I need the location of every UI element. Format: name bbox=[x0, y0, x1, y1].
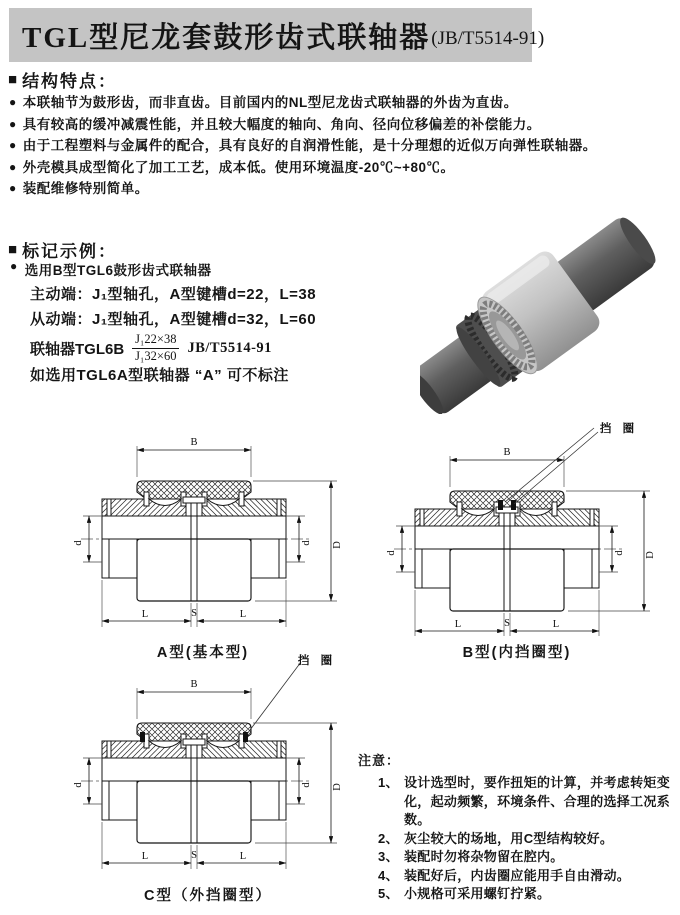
feature-item bbox=[9, 114, 675, 136]
dim-label-d: d bbox=[301, 782, 312, 788]
feature-text: 装配维修特别简单。 bbox=[22, 181, 149, 196]
inner-retaining-ring bbox=[511, 500, 516, 510]
caption-type-a: A型(基本型) bbox=[156, 645, 250, 661]
marking-remark: 如选用TGL6A型联轴器 “A” 可不标注 bbox=[30, 367, 289, 384]
note-item bbox=[358, 848, 678, 867]
drive-end-line: 主动端：J₁型轴孔，A型键槽d=22，L=38 bbox=[30, 286, 317, 303]
marking-example-text: 选用B型TGL6鼓形齿式联轴器 bbox=[24, 263, 212, 278]
drawing-type-c bbox=[57, 650, 359, 878]
note-item bbox=[358, 885, 678, 904]
square-marker-icon: ■ bbox=[8, 241, 18, 258]
dim-label-D: D bbox=[645, 551, 656, 559]
retaining-ring-label: 挡 圈 bbox=[599, 423, 639, 435]
designation-line bbox=[30, 332, 272, 364]
bore-fraction bbox=[132, 332, 179, 364]
feature-text: 具有较高的缓冲减震性能，并且较大幅度的轴向、角向、径向位移偏差的补偿能力。 bbox=[22, 116, 541, 132]
dim-label-B: B bbox=[190, 437, 198, 448]
dim-label-L: L bbox=[239, 609, 247, 620]
bullet-icon: ● bbox=[9, 159, 17, 174]
note-number: 4、 bbox=[378, 867, 399, 883]
page-title: TGL型尼龙套鼓形齿式联轴器 bbox=[22, 21, 431, 54]
features-list bbox=[9, 92, 675, 200]
feature-item bbox=[9, 157, 675, 179]
dim-label-L: L bbox=[141, 609, 149, 620]
note-number: 5、 bbox=[378, 886, 399, 901]
dim-label-B: B bbox=[190, 679, 198, 690]
standard-code: (JB/T5514-91) bbox=[431, 27, 545, 49]
bullet-icon: ● bbox=[9, 116, 17, 131]
features-heading bbox=[8, 67, 117, 92]
dim-label-L: L bbox=[552, 619, 560, 630]
note-text: 设计选型时，要作扭矩的计算，并考虑转矩变化，起动频繁，环境条件、合理的选择工况系数。 bbox=[404, 775, 671, 827]
note-text: 灰尘较大的场地，用C型结构较好。 bbox=[404, 830, 614, 846]
feature-item bbox=[9, 92, 675, 114]
outer-retaining-ring bbox=[140, 732, 145, 742]
retaining-ring-label: 挡 圈 bbox=[297, 655, 337, 667]
marking-example bbox=[10, 259, 212, 279]
dim-label-L: L bbox=[141, 851, 149, 862]
note-item bbox=[358, 830, 678, 849]
coupling-cross-section bbox=[386, 421, 656, 636]
dim-label-d: d bbox=[386, 550, 397, 556]
dim-label-S: S bbox=[191, 608, 197, 619]
caption-type-c: C型（外挡圈型） bbox=[144, 888, 272, 904]
feature-text: 本联轴节为鼓形齿，而非直齿。目前国内的NL型尼龙齿式联轴器的外齿为直齿。 bbox=[22, 95, 518, 110]
bullet-icon: ● bbox=[9, 138, 17, 152]
coupling-cross-section bbox=[73, 653, 343, 869]
caption-type-b: B型(内挡圈型) bbox=[462, 645, 572, 661]
notes-section bbox=[358, 750, 678, 904]
drawing-type-b bbox=[366, 418, 668, 636]
dim-label-B: B bbox=[503, 447, 511, 458]
note-item bbox=[358, 867, 678, 886]
dim-label-d: d bbox=[73, 540, 84, 546]
designation-prefix: 联轴器TGL6B bbox=[30, 340, 125, 358]
designation-standard: JB/T5514-91 bbox=[187, 339, 272, 356]
bullet-icon: ● bbox=[9, 95, 17, 109]
inner-retaining-ring bbox=[498, 500, 503, 510]
dim-label-d: d bbox=[614, 550, 625, 556]
marking-heading-label: 标记示例： bbox=[22, 242, 118, 261]
bullet-icon: ● bbox=[9, 181, 17, 195]
dim-label-S: S bbox=[191, 850, 197, 861]
coupling-cross-section bbox=[73, 437, 343, 627]
dim-label-D: D bbox=[332, 783, 343, 791]
fraction-numerator: J₁22×38 bbox=[132, 332, 179, 349]
note-number: 2、 bbox=[378, 830, 399, 846]
dim-label-d: d bbox=[301, 540, 312, 546]
feature-text: 由于工程塑料与金属件的配合，具有良好的自润滑性能，是十分理想的近似万向弹性联轴器。 bbox=[22, 138, 597, 153]
title-bar bbox=[9, 8, 545, 62]
drawing-type-a bbox=[57, 420, 349, 632]
note-text: 小规格可采用螺钉拧紧。 bbox=[404, 886, 551, 901]
note-text: 装配好后，内齿圈应能用手自由滑动。 bbox=[404, 867, 631, 883]
note-number: 3、 bbox=[378, 849, 399, 864]
feature-text: 外壳模具成型简化了加工工艺，成本低。使用环境温度-20℃~+80℃。 bbox=[22, 159, 455, 175]
note-text: 装配时勿将杂物留在腔内。 bbox=[404, 849, 564, 864]
dim-label-d: d bbox=[73, 782, 84, 788]
fraction-denominator: J₁32×60 bbox=[135, 348, 177, 363]
dim-label-L: L bbox=[454, 619, 462, 630]
bullet-icon: ● bbox=[10, 259, 18, 273]
note-item bbox=[358, 774, 678, 830]
features-heading-label: 结构特点： bbox=[22, 72, 118, 91]
feature-item bbox=[9, 135, 675, 157]
note-number: 1、 bbox=[378, 775, 399, 790]
notes-heading: 注意： bbox=[358, 753, 401, 768]
dim-label-S: S bbox=[504, 618, 510, 629]
coupling-photo-assembly bbox=[420, 197, 672, 414]
square-marker-icon: ■ bbox=[8, 71, 18, 88]
dim-label-D: D bbox=[332, 541, 343, 549]
dim-label-L: L bbox=[239, 851, 247, 862]
driven-end-line: 从动端：J₁型轴孔，A型键槽d=32，L=60 bbox=[30, 311, 317, 328]
coupling-product-photo bbox=[420, 196, 676, 414]
